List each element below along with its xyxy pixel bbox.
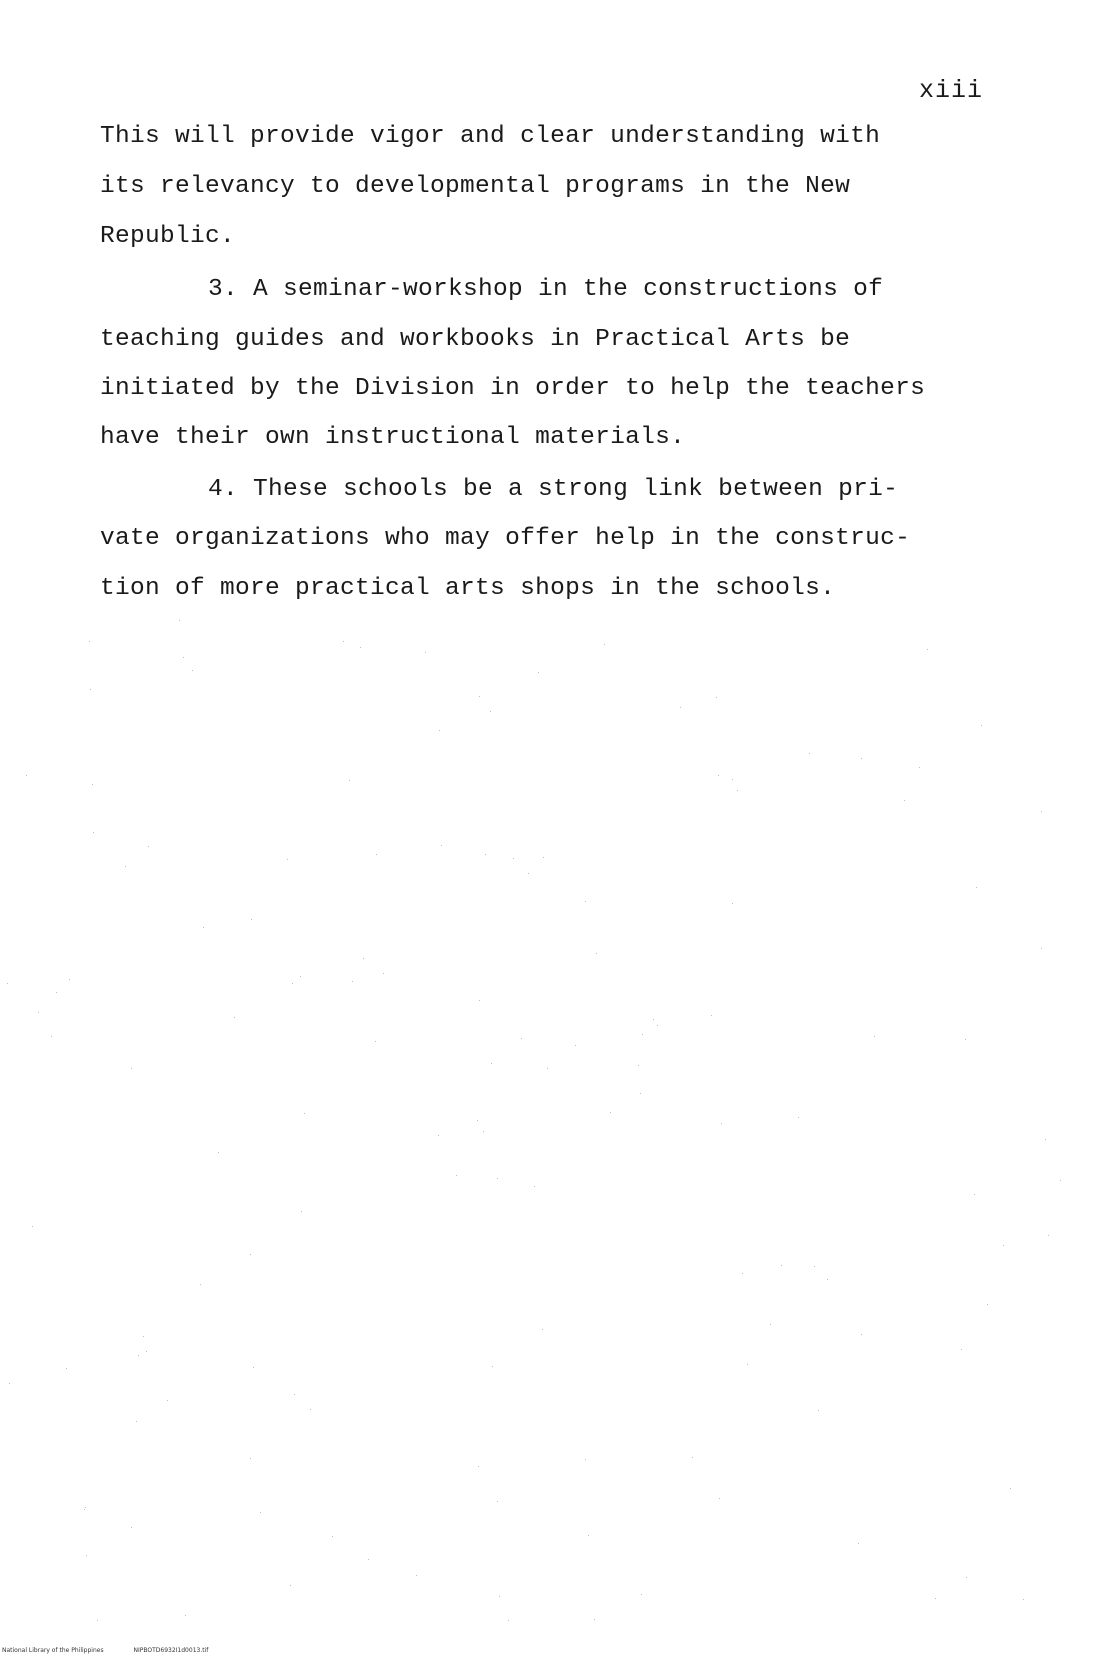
scan-speck: [610, 1112, 611, 1113]
scan-speck: [200, 1284, 201, 1285]
scan-speck: [287, 859, 288, 860]
scan-speck: [827, 1279, 828, 1280]
scan-speck: [185, 1615, 186, 1616]
scan-speck: [9, 1383, 10, 1384]
scan-speck: [1010, 1488, 1011, 1489]
scan-speck: [203, 927, 204, 928]
scan-speck: [585, 901, 586, 902]
scan-speck: [642, 1034, 643, 1035]
scan-speck: [85, 1507, 86, 1508]
scan-speck: [456, 1175, 457, 1176]
scan-speck: [528, 873, 529, 874]
scan-speck: [7, 983, 8, 984]
scan-speck: [148, 846, 149, 847]
scan-speck: [718, 775, 719, 776]
scan-speck: [292, 983, 293, 984]
scan-speck: [383, 973, 384, 974]
scan-speck: [575, 1045, 576, 1046]
scan-speck: [497, 1178, 498, 1179]
scan-speck: [251, 919, 252, 920]
scan-speck: [146, 1351, 147, 1352]
scan-speck: [499, 1596, 500, 1597]
scan-speck: [732, 903, 733, 904]
scan-speck: [770, 1324, 771, 1325]
scan-speck: [89, 641, 90, 642]
scan-speck: [547, 1068, 548, 1069]
scan-speck: [125, 866, 126, 867]
text-line: vate organizations who may offer help in the construc-: [100, 525, 911, 552]
scan-speck: [874, 1036, 875, 1037]
scan-speck: [927, 649, 928, 650]
scan-speck: [97, 1620, 98, 1621]
scan-speck: [1060, 1180, 1061, 1181]
scan-speck: [594, 1619, 595, 1620]
text-line: teaching guides and workbooks in Practical Arts be: [100, 326, 851, 353]
scan-speck: [479, 696, 480, 697]
scan-speck: [376, 854, 377, 855]
scan-speck: [641, 1594, 642, 1595]
scan-speck: [680, 707, 681, 708]
scan-speck: [1045, 1139, 1046, 1140]
scan-speck: [234, 1017, 235, 1018]
scan-speck: [1003, 1245, 1004, 1246]
scan-speck: [604, 644, 605, 645]
scan-speck: [483, 1131, 484, 1132]
text-line: its relevancy to developmental programs in the New: [100, 173, 851, 200]
scan-speck: [919, 767, 920, 768]
scan-speck: [1023, 1599, 1024, 1600]
scan-speck: [485, 854, 486, 855]
scan-speck: [497, 1501, 498, 1502]
scan-speck: [508, 1620, 509, 1621]
scan-speck: [253, 1367, 254, 1368]
scan-speck: [543, 857, 544, 858]
scan-speck: [310, 1409, 311, 1410]
scan-speck: [183, 657, 184, 658]
scan-speck: [32, 1226, 33, 1227]
scan-speck: [935, 1598, 936, 1599]
scan-speck: [425, 652, 426, 653]
text-line: Republic.: [100, 223, 236, 250]
numbered-item-3: 3. A seminar-workshop in the constructions of: [208, 276, 884, 303]
text-line: have their own instructional materials.: [100, 424, 686, 451]
scan-speck: [84, 1509, 85, 1510]
scan-speck: [250, 1458, 251, 1459]
footer-library: National Library of the Philippines: [2, 1647, 104, 1654]
scan-speck: [192, 670, 193, 671]
scan-speck: [542, 1329, 543, 1330]
scan-speck: [167, 1400, 168, 1401]
scan-speck: [653, 1019, 654, 1020]
scan-speck: [538, 672, 539, 673]
scan-speck: [711, 1015, 712, 1016]
scan-speck: [352, 981, 353, 982]
scan-speck: [332, 1536, 333, 1537]
scan-speck: [534, 1186, 535, 1187]
scan-speck: [136, 1421, 137, 1422]
scan-speck: [69, 979, 70, 980]
scan-speck: [781, 1265, 782, 1266]
scan-speck: [809, 753, 810, 754]
text-line: This will provide vigor and clear understanding with: [100, 123, 881, 150]
scan-speck: [300, 976, 301, 977]
scan-speck: [294, 1394, 295, 1395]
scan-speck: [1041, 948, 1042, 949]
scan-speck: [490, 711, 491, 712]
scan-speck: [218, 1152, 219, 1153]
scan-speck: [304, 1113, 305, 1114]
scan-speck: [719, 1498, 720, 1499]
scan-speck: [638, 1065, 639, 1066]
page-number: xiii: [918, 76, 983, 105]
scan-speck: [974, 1194, 975, 1195]
scan-speck: [904, 800, 905, 801]
scan-speck: [491, 1063, 492, 1064]
scan-speck: [747, 1364, 748, 1365]
scan-speck: [1041, 811, 1042, 812]
scan-speck: [56, 992, 57, 993]
scan-speck: [343, 641, 344, 642]
scan-speck: [858, 1543, 859, 1544]
scan-speck: [131, 1068, 132, 1069]
scan-speck: [138, 1355, 139, 1356]
scan-speck: [479, 1000, 480, 1001]
scan-speck: [585, 1459, 586, 1460]
scan-speck: [814, 1266, 815, 1267]
scan-speck: [301, 1211, 302, 1212]
scan-speck: [732, 779, 733, 780]
scan-speck: [818, 1410, 819, 1411]
scan-speck: [596, 953, 597, 954]
scan-speck: [260, 1512, 261, 1513]
scan-speck: [861, 1334, 862, 1335]
scan-speck: [966, 1577, 967, 1578]
scan-speck: [492, 1366, 493, 1367]
scan-speck: [987, 1304, 988, 1305]
text-line: initiated by the Division in order to help the teachers: [100, 375, 926, 402]
scan-speck: [86, 1555, 87, 1556]
scan-speck: [349, 780, 350, 781]
scan-speck: [90, 689, 91, 690]
scan-speck: [640, 1093, 641, 1094]
scan-speck: [965, 1039, 966, 1040]
scan-speck: [721, 1123, 722, 1124]
scan-speck: [250, 1254, 251, 1255]
text-line: tion of more practical arts shops in the schools.: [100, 575, 836, 602]
scan-speck: [737, 790, 738, 791]
scan-speck: [798, 1117, 799, 1118]
scan-speck: [438, 1135, 439, 1136]
scan-speck: [368, 1559, 369, 1560]
numbered-item-4: 4. These schools be a strong link between pri-: [208, 476, 899, 503]
scan-speck: [360, 647, 361, 648]
scan-speck: [66, 1368, 67, 1369]
scan-footer: [2, 1647, 236, 1654]
scan-speck: [93, 832, 94, 833]
scan-speck: [478, 1466, 479, 1467]
scan-speck: [143, 1336, 144, 1337]
scan-speck: [657, 1025, 658, 1026]
scan-speck: [477, 1120, 478, 1121]
scan-speck: [441, 845, 442, 846]
scan-speck: [92, 784, 93, 785]
scan-speck: [363, 958, 364, 959]
scan-speck: [692, 1457, 693, 1458]
scan-speck: [521, 1038, 522, 1039]
scan-speck: [26, 775, 27, 776]
footer-file-id: NIPBOTD6932I1d0013.tif: [133, 1647, 209, 1654]
scan-speck: [38, 1012, 39, 1013]
scan-speck: [131, 1527, 132, 1528]
scan-speck: [742, 1273, 743, 1274]
scan-speck: [416, 1575, 417, 1576]
scan-speck: [51, 1036, 52, 1037]
scan-speck: [290, 1585, 291, 1586]
scan-speck: [513, 858, 514, 859]
scan-speck: [981, 725, 982, 726]
scan-speck: [439, 730, 440, 731]
scan-speck: [179, 620, 180, 621]
scan-speck: [961, 1349, 962, 1350]
scan-speck: [976, 887, 977, 888]
scan-speck: [375, 1041, 376, 1042]
scan-speck: [716, 697, 717, 698]
scan-speck: [1048, 1235, 1049, 1236]
scan-speck: [588, 1535, 589, 1536]
scan-speck: [861, 758, 862, 759]
